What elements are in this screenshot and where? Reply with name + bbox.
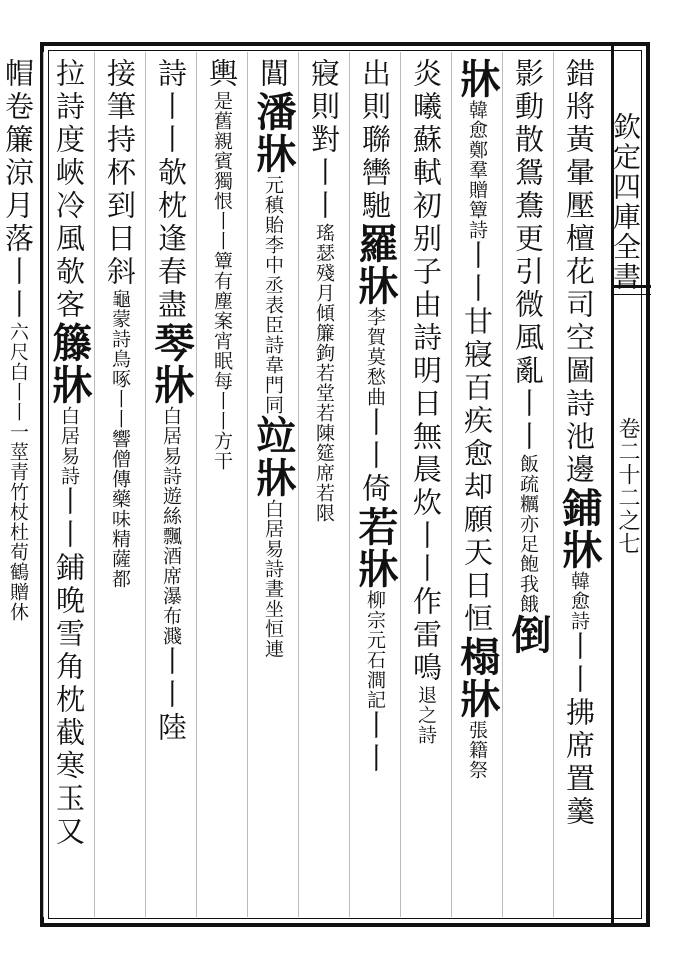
text-run: 詩丨丨欹枕逢春盡 [154, 58, 188, 322]
annotation: 白居易詩遊絲飄酒席瀑布濺 [160, 406, 182, 646]
text-column [554, 52, 604, 917]
text-run: 閶 [256, 58, 290, 91]
text-run: 拉詩度峽冷風欹客 [52, 58, 86, 322]
book-title: 欽定四庫全書 [609, 112, 642, 292]
headword: 琴牀 [148, 322, 195, 406]
annotation: 白居易詩晝坐恒連 [262, 499, 284, 659]
text-run: 接筆持杯到日斜 [103, 58, 137, 289]
annotation: 是舊親賓獨恨丨丨簟有塵 [211, 91, 233, 311]
annotation: 飯疏糲亦足飽我餓 [517, 454, 539, 614]
annotation: 韓愈鄭羣贈簟詩 [466, 100, 488, 240]
margin-strip [611, 42, 651, 927]
text-column [401, 52, 452, 917]
text-run: 帽卷簾涼月落丨丨 [1, 58, 35, 322]
headword: 若牀 [352, 506, 399, 590]
text-run: 炎曦蘇軾初别子由詩明日無晨炊丨丨作雷鳴 [409, 58, 443, 685]
annotation: 六尺白丨丨一莖青竹杖杜荀鶴贈休 [7, 322, 29, 622]
headword: 牀 [556, 529, 603, 571]
text-column [0, 52, 44, 917]
annotation: 白居易詩 [58, 406, 80, 486]
annotation: 退之詩 [415, 685, 437, 745]
headword: 牀 [454, 58, 501, 100]
text-run: 輿 [205, 58, 239, 91]
text-run: 丨丨陸 [154, 646, 188, 745]
annotation: 案宵眠每丨丨方干 [211, 311, 233, 471]
text-run: 影動散鴛鴦更引微風亂丨丨 [511, 58, 545, 454]
text-column [350, 52, 401, 917]
chapter-number: 卷二十二之七 [615, 417, 640, 555]
text-column [44, 52, 95, 917]
text-run: 丨丨甘寢百疾愈却願天日恒 [460, 240, 494, 636]
text-run: 出則聯轡馳 [358, 58, 392, 223]
text-run: 丨丨鋪晚雪角枕截寒玉又 [52, 486, 86, 849]
text-run: 丨丨倚 [358, 407, 392, 506]
text-column [146, 52, 197, 917]
headword: 榻牀 [454, 636, 501, 720]
text-run: 丨丨拂席置羹 [562, 631, 596, 829]
text-column [95, 52, 146, 917]
text-column [452, 52, 503, 917]
fishtail-mark [611, 285, 651, 295]
annotation: 韓愈詩 [568, 571, 590, 631]
annotation: 李賀莫愁曲 [364, 307, 386, 407]
text-run: 寢則對丨丨 [307, 58, 341, 223]
annotation: 龜蒙詩鳥啄丨丨響僧傳藥味精薩都 [109, 289, 131, 589]
text-column [197, 52, 248, 917]
annotation: 瑤瑟殘月傾簾鉤 [313, 223, 335, 363]
text-column [299, 52, 350, 917]
text-run: 丨丨 [358, 710, 392, 776]
annotation: 張籍祭 [466, 720, 488, 780]
text-run: 錯將黃暈壓檀花司空圖詩池邊 [562, 58, 596, 487]
annotation: 元稹貽李中丞表臣詩韋門同 [262, 175, 284, 415]
annotation: 若堂若陳筵席若限 [313, 363, 335, 523]
headword: 籐牀 [46, 322, 93, 406]
headword: 鋪 [556, 487, 603, 529]
headword: 竝牀 [250, 415, 297, 499]
headword: 羅牀 [352, 223, 399, 307]
headword: 潘牀 [250, 91, 297, 175]
text-body [1, 52, 604, 917]
text-column [248, 52, 299, 917]
annotation: 柳宗元石澗記 [364, 590, 386, 710]
headword: 倒 [505, 614, 552, 656]
text-column [503, 52, 554, 917]
